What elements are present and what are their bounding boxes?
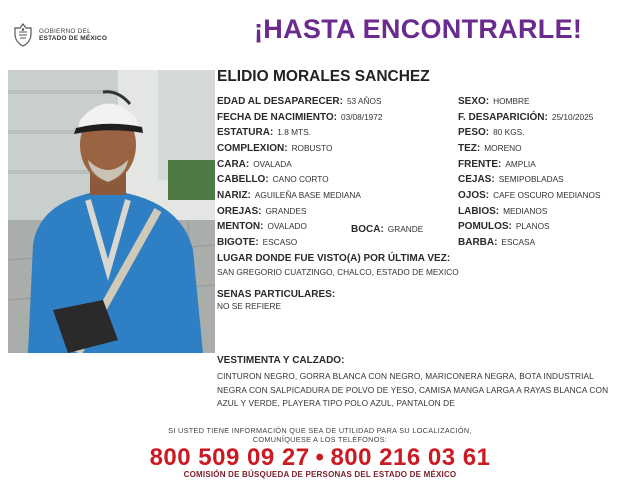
field-label: BOCA:	[351, 224, 384, 235]
field-label: TEZ:	[458, 143, 481, 154]
field-value: CANO CORTO	[272, 174, 329, 184]
field-cabello	[217, 173, 329, 186]
field-label: OJOS:	[458, 190, 490, 201]
field-cara	[217, 158, 292, 171]
field-label: F. DESAPARICIÓN:	[458, 112, 548, 123]
field-label: BIGOTE:	[217, 237, 259, 248]
field-nariz	[217, 189, 361, 202]
field-label: OREJAS:	[217, 206, 262, 217]
missing-person-photo	[8, 70, 215, 353]
field-label: POMULOS:	[458, 221, 512, 232]
contact-message	[0, 426, 640, 444]
agency-name: COMISIÓN DE BÚSQUEDA DE PERSONAS DEL ESTADO DE MÉXICO	[183, 470, 457, 479]
state-seal-icon	[12, 23, 34, 47]
field-value: 80 KGS.	[493, 127, 525, 137]
field-label: BARBA:	[458, 237, 498, 248]
field-value: ROBUSTO	[291, 143, 333, 153]
field-value: PLANOS	[515, 221, 550, 231]
logo-line-1: GOBIERNO DEL	[39, 27, 91, 35]
contact-message-line-1: SI USTED TIENE INFORMACIÓN QUE SEA DE UTILIDAD PARA SU LOCALIZACIÓN,	[168, 426, 472, 435]
field-value: GRANDES	[265, 206, 307, 216]
field-label: ESTATURA:	[217, 127, 274, 138]
field-cejas	[458, 173, 564, 186]
field-tez	[458, 142, 522, 155]
field-value: GRANDE	[387, 224, 424, 234]
person-name: ELIDIO MORALES SANCHEZ	[217, 68, 430, 85]
phone-separator: •	[315, 444, 325, 471]
contact-message-line-2: COMUNÍQUESE A LOS TELÉFONOS:	[252, 435, 388, 444]
field-label: MENTON:	[217, 221, 264, 232]
field-label: CEJAS:	[458, 174, 495, 185]
field-pomulos	[458, 220, 550, 233]
phone-number-1[interactable]: 800 509 09 27	[149, 444, 310, 471]
field-boca	[351, 223, 423, 236]
clothing-label: VESTIMENTA Y CALZADO:	[217, 355, 345, 366]
field-value: ESCASA	[501, 237, 536, 247]
field-label: PESO:	[458, 127, 490, 138]
logo-text	[39, 28, 107, 43]
field-label: FECHA DE NACIMIENTO:	[217, 112, 337, 123]
field-label: NARIZ:	[217, 190, 251, 201]
field-label: SEXO:	[458, 96, 490, 107]
field-value: AMPLIA	[505, 159, 536, 169]
field-value: AGUILEÑA BASE MEDIANA	[254, 190, 361, 200]
field-fecha-nacimiento	[217, 111, 383, 124]
last-seen-label: LUGAR DONDE FUE VISTO(A) POR ÚLTIMA VEZ:	[217, 253, 451, 264]
field-value: 1.8 MTS.	[277, 127, 311, 137]
marks-label: SENAS PARTICULARES:	[217, 289, 336, 300]
field-bigote	[217, 236, 297, 249]
field-value: CAFE OSCURO MEDIANOS	[493, 190, 601, 200]
marks-value: NO SE REFIERE	[217, 301, 282, 311]
field-labios	[458, 205, 547, 218]
field-label: FRENTE:	[458, 159, 502, 170]
field-sexo	[458, 95, 530, 108]
field-value: OVALADA	[253, 159, 292, 169]
page-headline: ¡HASTA ENCONTRARLE!	[254, 14, 583, 44]
field-value: MORENO	[484, 143, 522, 153]
field-value: HOMBRE	[493, 96, 530, 106]
person-photo-icon	[8, 70, 215, 353]
field-menton	[217, 220, 307, 233]
clothing-value: CINTURON NEGRO, GORRA BLANCA CON NEGRO, MARICONERA NEGRA, BOTA INDUSTRIAL NEGRA CON SALPICADURA DE POLVO DE YESO, CAMISA MANGA LARGA A RAYAS BLANCA CON AZUL Y VERDE, PLAYERA TIPO POLO AZUL, PANTALON DE	[217, 371, 609, 408]
field-value: MEDIANOS	[503, 206, 548, 216]
field-value: SEMIPOBLADAS	[498, 174, 564, 184]
field-label: LABIOS:	[458, 206, 500, 217]
field-ojos	[458, 189, 601, 202]
logo-line-2: ESTADO DE MÉXICO	[39, 35, 108, 42]
field-peso	[458, 126, 525, 139]
government-logo	[12, 22, 107, 48]
field-value: 25/10/2025	[551, 112, 594, 122]
field-complexion	[217, 142, 332, 155]
field-fecha-desaparicion	[458, 111, 593, 124]
field-value: 53 AÑOS	[346, 96, 382, 106]
field-frente	[458, 158, 536, 171]
field-label: COMPLEXION:	[217, 143, 288, 154]
field-edad	[217, 95, 382, 108]
phone-numbers	[0, 444, 640, 472]
field-label: CABELLO:	[217, 174, 269, 185]
field-label: CARA:	[217, 159, 250, 170]
field-value: OVALADO	[267, 221, 307, 231]
field-label: EDAD AL DESAPARECER:	[217, 96, 343, 107]
field-orejas	[217, 205, 306, 218]
field-estatura	[217, 126, 311, 139]
phone-number-2[interactable]: 800 216 03 61	[330, 444, 491, 471]
field-value: ESCASO	[262, 237, 298, 247]
last-seen-value: SAN GREGORIO CUATZINGO, CHALCO, ESTADO DE MEXICO	[217, 267, 459, 277]
field-value: 03/08/1972	[341, 112, 383, 122]
field-barba	[458, 236, 535, 249]
